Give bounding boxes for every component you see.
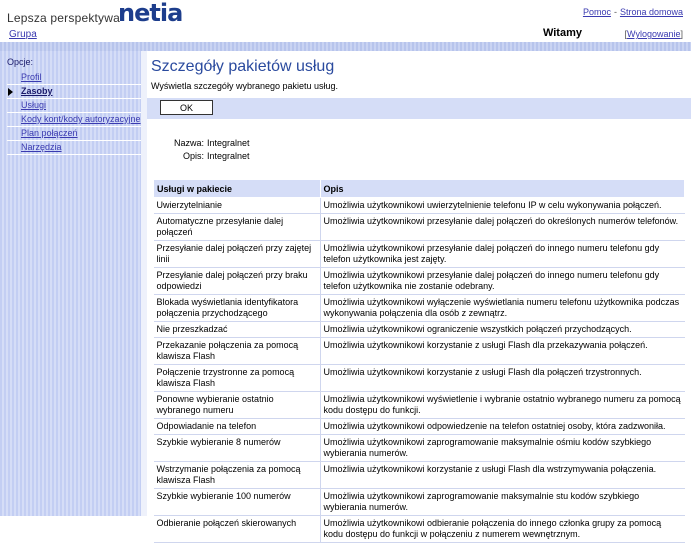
service-name-cell: Przekazanie połączenia za pomocą klawisza Flash (154, 338, 321, 365)
group-link[interactable]: Grupa (9, 29, 37, 40)
netia-logo: netia (118, 0, 183, 27)
service-name-cell: Szybkie wybieranie 100 numerów (154, 489, 321, 516)
service-description-cell: Umożliwia użytkownikowi uwierzytelnienie telefonu IP w celu wykonywania połączeń. (320, 198, 685, 214)
sidebar-item-label[interactable]: Zasoby (21, 86, 53, 96)
table-row (154, 198, 685, 214)
service-name-cell: Uwierzytelnianie (154, 198, 321, 214)
sidebar-item-plan[interactable] (7, 127, 141, 141)
service-description-cell: Umożliwia użytkownikowi zaprogramowanie maksymalnie ośmiu kodów szybkiego wybierania numerów. (320, 435, 685, 462)
name-value: Integralnet (207, 138, 250, 148)
service-description-cell: Umożliwia użytkownikowi odbieranie połączenia do innego członka grupy za pomocą kodu dostępu do funkcji w połączeniu z numerem wewnętrznym. (320, 516, 685, 543)
service-name-cell: Automatyczne przesyłanie dalej połączeń (154, 214, 321, 241)
sidebar-item-label[interactable]: Narzędzia (21, 142, 62, 152)
service-name-cell: Wstrzymanie połączenia za pomocą klawisza Flash (154, 462, 321, 489)
bracket-close: ] (680, 29, 683, 39)
sidebar-item-label[interactable]: Usługi (21, 100, 47, 110)
table-row (154, 462, 685, 489)
service-name-cell: Nie przeszkadzać (154, 322, 321, 338)
column-header-description: Opis (320, 180, 685, 198)
ok-button[interactable]: OK (160, 100, 213, 115)
description-label: Opis: (182, 151, 204, 161)
sidebar-item-label[interactable]: Plan połączeń (21, 128, 78, 138)
table-row (154, 392, 685, 419)
service-name-cell: Połączenie trzystronne za pomocą klawisza Flash (154, 365, 321, 392)
sidebar (0, 51, 141, 516)
top-links (583, 7, 683, 17)
table-row (154, 365, 685, 392)
page-title: Szczegóły pakietów usług (151, 58, 335, 75)
table-row (154, 435, 685, 462)
service-name-cell: Ponowne wybieranie ostatnio wybranego numeru (154, 392, 321, 419)
sidebar-title: Opcje: (7, 57, 34, 67)
service-description-cell: Umożliwia użytkownikowi korzystanie z usługi Flash dla połączeń trzystronnych. (320, 365, 685, 392)
service-description-cell: Umożliwia użytkownikowi przesyłanie dalej połączeń do innego numeru telefonu gdy telefon użytkownika jest zajęty. (320, 241, 685, 268)
sidebar-item-kody[interactable] (7, 113, 141, 127)
services-table (153, 179, 685, 543)
table-row (154, 489, 685, 516)
main-content (147, 51, 691, 539)
table-row (154, 241, 685, 268)
sidebar-menu (7, 71, 141, 155)
sidebar-item-uslugi[interactable] (7, 99, 141, 113)
triangle-right-icon (8, 88, 13, 96)
header (0, 0, 691, 44)
logout-wrapper (625, 29, 683, 39)
service-name-cell: Przesyłanie dalej połączeń przy zajętej linii (154, 241, 321, 268)
sidebar-item-zasoby[interactable] (7, 85, 141, 99)
description-value: Integralnet (207, 151, 250, 161)
service-name-cell: Blokada wyświetlania identyfikatora połączenia przychodzącego (154, 295, 321, 322)
page-description: Wyświetla szczegóły wybranego pakietu usług. (151, 81, 339, 91)
welcome-text: Witamy (542, 27, 582, 39)
table-row (154, 295, 685, 322)
bracket-open: [ (624, 29, 628, 39)
service-description-cell: Umożliwia użytkownikowi zaprogramowanie maksymalnie stu kodów szybkiego wybierania numerów. (320, 489, 685, 516)
name-label: Nazwa: (173, 138, 204, 148)
service-name-cell: Przesyłanie dalej połączeń przy braku odpowiedzi (154, 268, 321, 295)
service-description-cell: Umożliwia użytkownikowi ograniczenie wszystkich połączeń przychodzących. (320, 322, 685, 338)
table-header-row (154, 180, 685, 198)
home-link[interactable]: Strona domowa (619, 7, 683, 17)
table-row (154, 322, 685, 338)
tagline: Lepsza perspektywa (7, 11, 120, 25)
sidebar-item-narzedzia[interactable] (7, 141, 141, 155)
service-description-cell: Umożliwia użytkownikowi wyświetlenie i wybranie ostatnio wybranego numeru za pomocą kodu dostępu do funkcji. (320, 392, 685, 419)
header-divider (0, 42, 691, 51)
logout-link[interactable]: Wylogowanie (627, 29, 681, 39)
service-description-cell: Umożliwia użytkownikowi korzystanie z usługi Flash dla przekazywania połączeń. (320, 338, 685, 365)
service-description-cell: Umożliwia użytkownikowi przesyłanie dalej połączeń do określonych numerów telefonów. (320, 214, 685, 241)
service-description-cell: Umożliwia użytkownikowi wyłączenie wyświetlania numeru telefonu użytkownika podczas wykonywania połączenia dla osób z zewnątrz. (320, 295, 685, 322)
service-description-cell: Umożliwia użytkownikowi przesyłanie dalej połączeń do innego numeru telefonu gdy telefon użytkownika nie zostanie odebrany. (320, 268, 685, 295)
table-row (154, 516, 685, 543)
services-table-body (154, 198, 685, 543)
help-link[interactable]: Pomoc (582, 7, 611, 17)
table-row (154, 338, 685, 365)
service-name-cell: Odpowiadanie na telefon (154, 419, 321, 435)
sidebar-item-profil[interactable] (7, 71, 141, 85)
service-name-cell: Odbieranie połączeń skierowanych (154, 516, 321, 543)
service-name-cell: Szybkie wybieranie 8 numerów (154, 435, 321, 462)
service-description-cell: Umożliwia użytkownikowi korzystanie z usługi Flash dla wstrzymywania połączenia. (320, 462, 685, 489)
sidebar-item-label[interactable]: Kody kont/kody autoryzacyjne (21, 114, 141, 124)
table-row (154, 268, 685, 295)
service-description-cell: Umożliwia użytkownikowi odpowiedzenie na telefon ostatniej osoby, która zadzwoniła. (320, 419, 685, 435)
link-separator: - (613, 7, 617, 17)
button-bar (147, 98, 691, 119)
sidebar-item-label[interactable]: Profil (21, 72, 42, 82)
column-header-service: Usługi w pakiecie (154, 180, 321, 198)
table-row (154, 419, 685, 435)
table-row (154, 214, 685, 241)
